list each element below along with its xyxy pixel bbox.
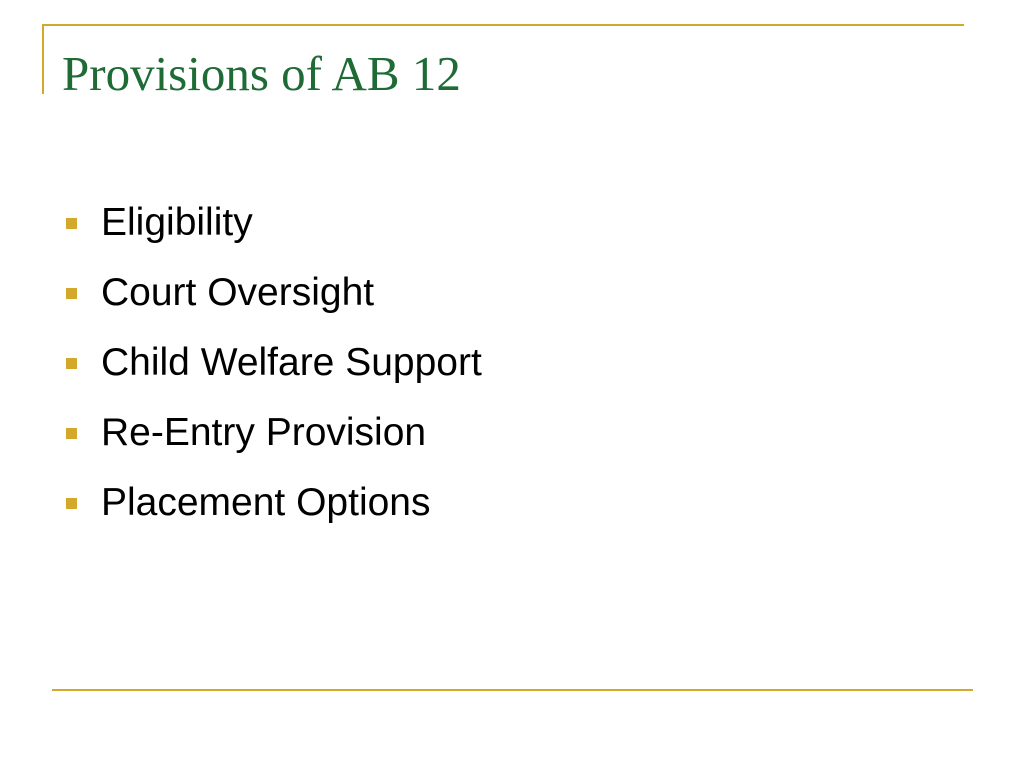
bullet-text: Court Oversight	[101, 271, 375, 314]
top-rule	[42, 24, 964, 26]
square-bullet-icon	[66, 288, 77, 299]
bullet-text: Re-Entry Provision	[101, 411, 427, 454]
bullet-item	[66, 328, 482, 398]
square-bullet-icon	[66, 498, 77, 509]
bullet-text: Child Welfare Support	[101, 341, 482, 384]
square-bullet-icon	[66, 358, 77, 369]
bottom-rule	[52, 689, 973, 691]
bullet-item	[66, 468, 482, 538]
bullet-item	[66, 258, 482, 328]
bullet-text: Eligibility	[101, 201, 253, 244]
bullet-text: Placement Options	[101, 481, 431, 524]
left-bracket-rule	[42, 24, 44, 94]
slide-title: Provisions of AB 12	[62, 46, 461, 101]
bullet-list	[66, 188, 482, 538]
bullet-item	[66, 188, 482, 258]
square-bullet-icon	[66, 428, 77, 439]
bullet-item	[66, 398, 482, 468]
square-bullet-icon	[66, 218, 77, 229]
